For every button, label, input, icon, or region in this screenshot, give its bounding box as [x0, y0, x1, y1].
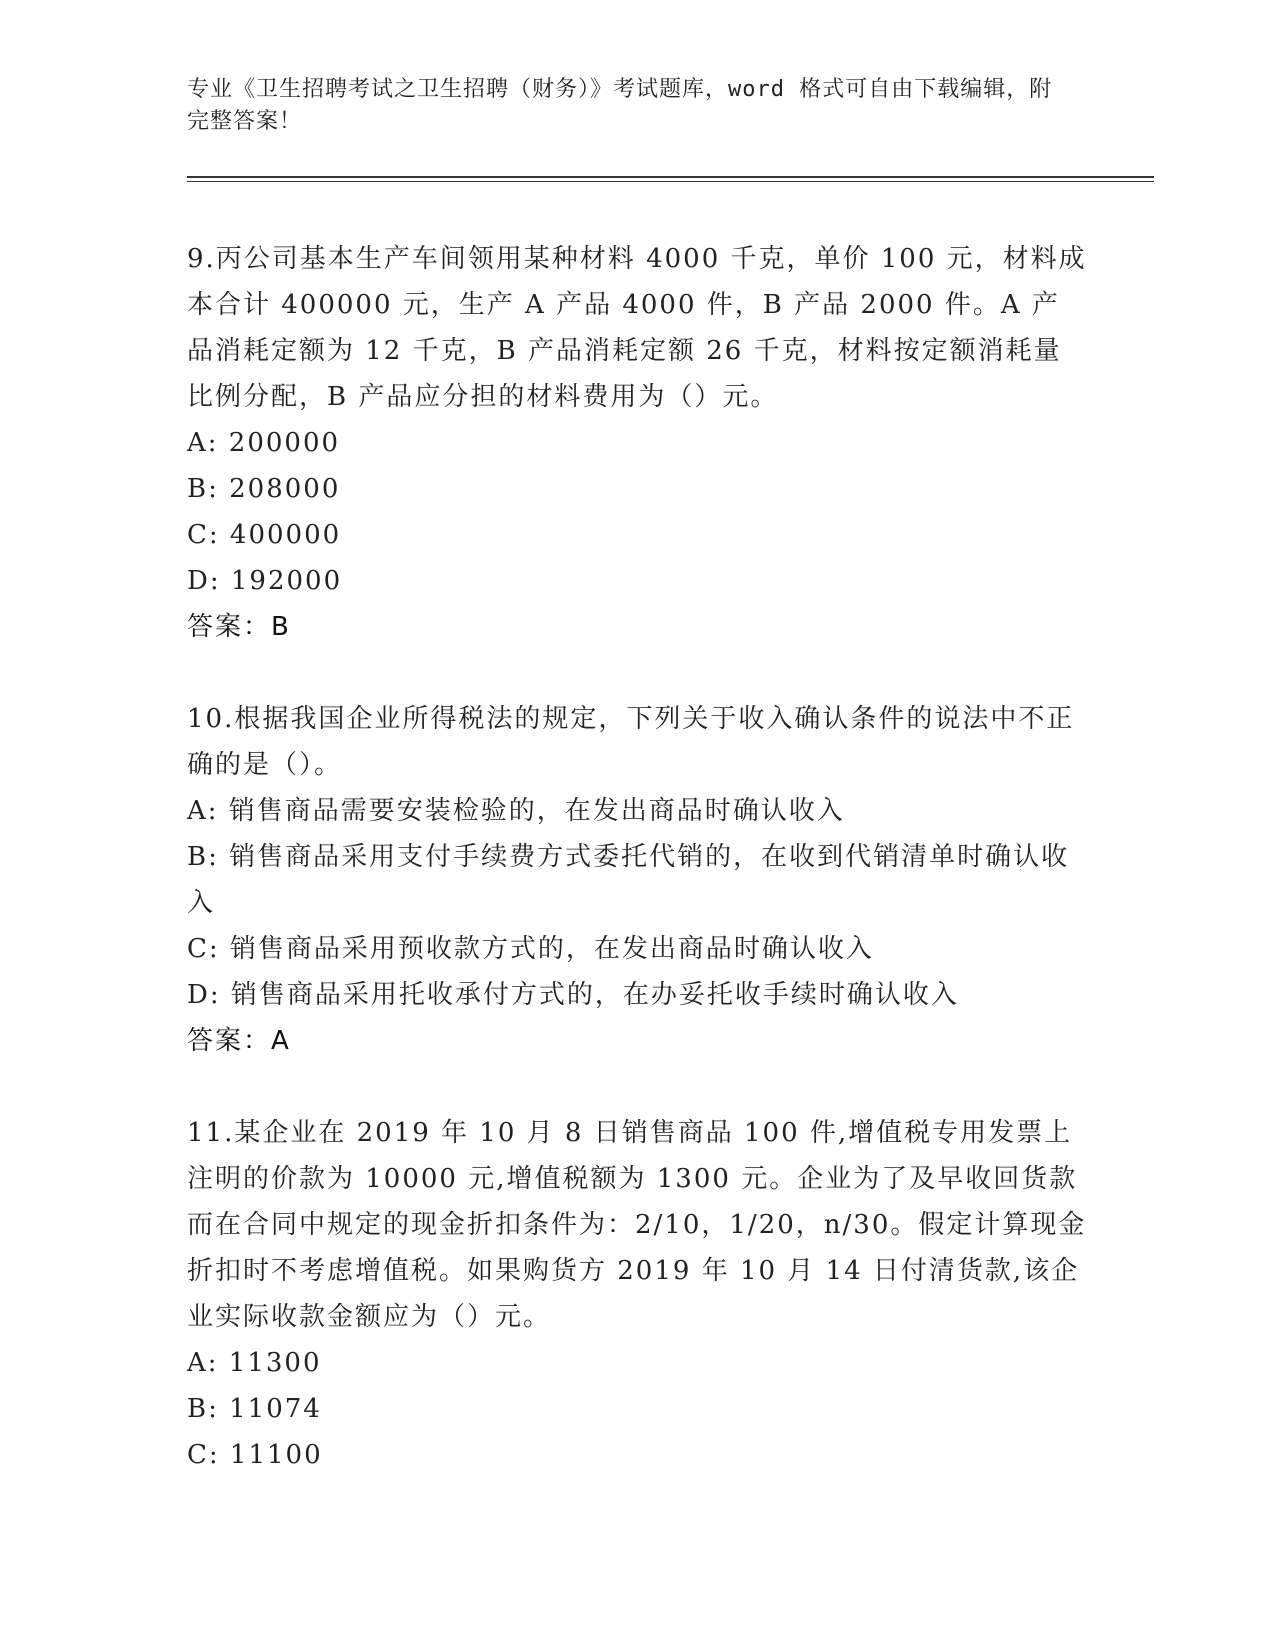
question-stem: 10.根据我国企业所得税法的规定，下列关于收入确认条件的说法中不正确的是（）。	[187, 704, 1075, 780]
option-a: A: 200000	[187, 428, 341, 458]
answer-line: 答案：A	[187, 1026, 291, 1056]
option-b: B: 销售商品采用支付手续费方式委托代销的，在收到代销清单时确认收入	[187, 842, 1070, 918]
header-divider	[187, 176, 1154, 182]
page-header: 专业《卫生招聘考试之卫生招聘（财务）》考试题库，word 格式可自由下载编辑，附完整答案！	[187, 77, 1053, 134]
question-list	[187, 236, 1087, 1524]
answer-line: 答案：B	[187, 612, 291, 642]
question-10	[187, 696, 1087, 1064]
option-d: D: 销售商品采用托收承付方式的，在办妥托收手续时确认收入	[187, 980, 959, 1010]
option-d: D: 192000	[187, 566, 343, 596]
option-c: C: 销售商品采用预收款方式的，在发出商品时确认收入	[187, 934, 874, 964]
question-stem: 11.某企业在 2019 年 10 月 8 日销售商品 100 件,增值税专用发票上注明的价款为 10000 元,增值税额为 1300 元。企业为了及早收回货款而在合同中规定的现金折扣条件为：2/10，1/20，n/30。假定计算现金折扣时不考虑增值税。如果购货方 2019 年 10 月 14 日付清货款,该企业实际收款金额应为（）元。	[187, 1118, 1087, 1332]
question-11	[187, 1110, 1087, 1478]
question-9	[187, 236, 1087, 650]
option-a: A: 11300	[187, 1348, 322, 1378]
option-c: C: 400000	[187, 520, 342, 550]
option-b: B: 11074	[187, 1394, 322, 1424]
option-c: C: 11100	[187, 1440, 323, 1470]
option-a: A: 销售商品需要安装检验的，在发出商品时确认收入	[187, 796, 845, 826]
option-b: B: 208000	[187, 474, 341, 504]
question-stem: 9.丙公司基本生产车间领用某种材料 4000 千克，单价 100 元，材料成本合计 400000 元，生产 A 产品 4000 件，B 产品 2000 件。A 产品消耗定额为 12 千克，B 产品消耗定额 26 千克，材料按定额消耗量比例分配，B 产品应分担的材料费用为（）元。	[187, 244, 1087, 412]
